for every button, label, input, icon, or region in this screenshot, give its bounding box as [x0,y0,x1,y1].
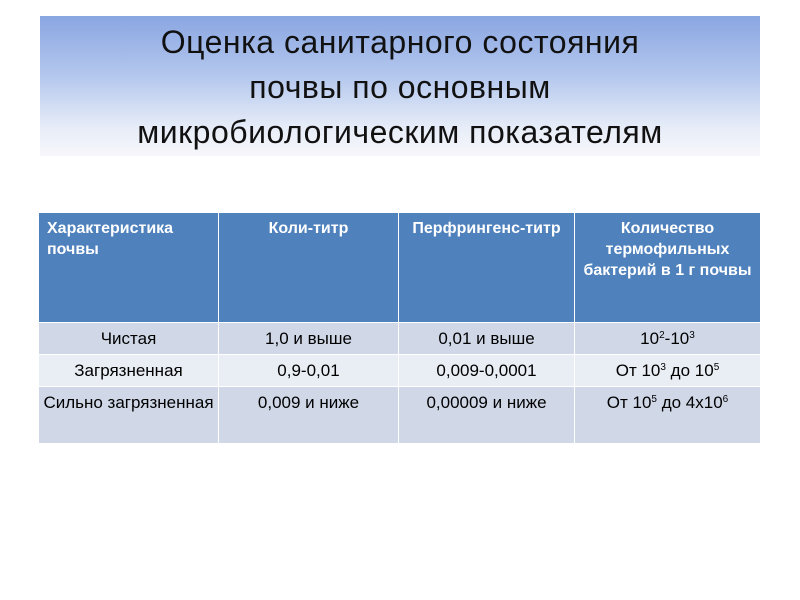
thermo-base-2: 4x10 [685,393,723,412]
thermo-prefix: От [606,393,633,412]
header-thermophilic-count: Количество термофильных бактерий в 1 г почвы [575,213,761,323]
header-perfringens-titer: Перфрингенс-титр [399,213,575,323]
title-line-1: Оценка санитарного состояния [160,24,640,60]
thermo-base-2: 10 [694,361,714,380]
thermo-exponent-2: 3 [689,330,695,341]
title-line-3: микробиологическим показателям [137,114,663,150]
thermo-exponent-2: 6 [722,394,729,405]
cell-thermophilic [575,387,761,444]
slide-title [40,20,760,155]
table-row [39,323,761,355]
thermo-exponent-1: 2 [659,330,665,341]
thermo-prefix: От [615,361,642,380]
cell-soil: Сильно загрязненная [39,387,219,444]
thermo-separator: - [664,329,671,348]
cell-perfringens: 0,009-0,0001 [399,355,575,387]
thermo-base-2: 10 [670,329,690,348]
thermo-base-1: 10 [641,361,661,380]
title-line-2: почвы по основным [249,69,551,105]
thermo-base-1: 10 [640,329,660,348]
cell-soil: Загрязненная [39,355,219,387]
thermo-separator: до [656,393,686,412]
cell-coli: 0,009 и ниже [219,387,399,444]
table-row [39,387,761,444]
header-soil-characteristic: Характеристика почвы [39,213,219,323]
cell-perfringens: 0,00009 и ниже [399,387,575,444]
table-header-row [39,213,761,323]
cell-thermophilic [575,323,761,355]
cell-thermophilic [575,355,761,387]
thermo-exponent-1: 3 [660,362,666,373]
cell-coli: 1,0 и выше [219,323,399,355]
cell-perfringens: 0,01 и выше [399,323,575,355]
header-coli-titer: Коли-титр [219,213,399,323]
thermo-base-1: 10 [632,393,652,412]
soil-sanitary-table [38,212,761,444]
table-row [39,355,761,387]
thermo-separator: до [665,361,695,380]
cell-coli: 0,9-0,01 [219,355,399,387]
thermo-exponent-1: 5 [651,394,657,405]
cell-soil: Чистая [39,323,219,355]
thermo-exponent-2: 5 [713,362,720,373]
